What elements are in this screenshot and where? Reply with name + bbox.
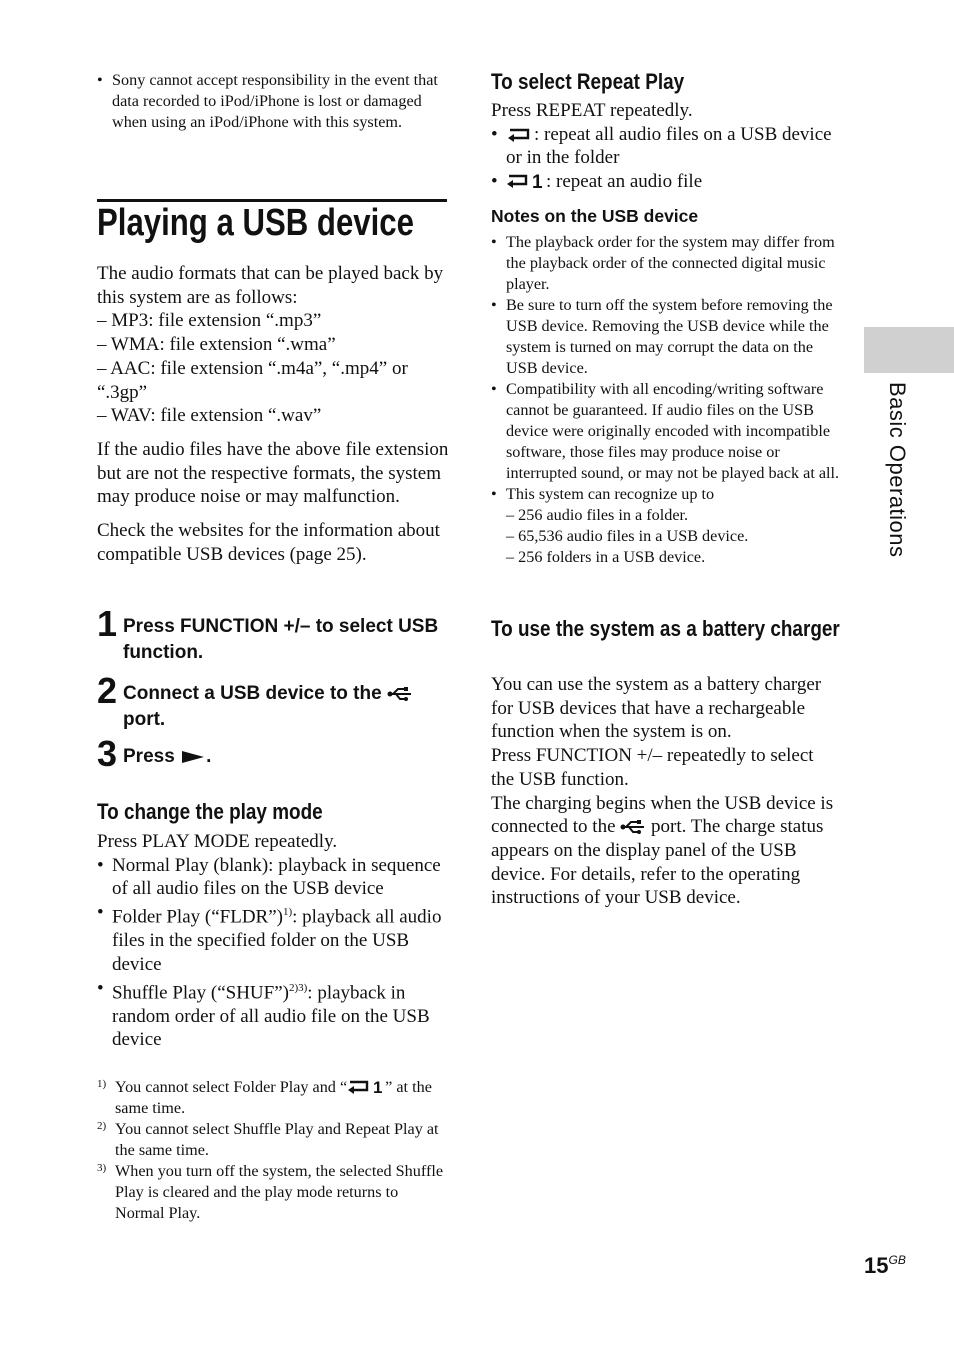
svg-text:1: 1: [532, 172, 543, 190]
play-mode-heading: To change the play mode: [97, 799, 323, 824]
intro-para3: Check the websites for the information about compatible USB devices (page 25).: [97, 520, 440, 565]
repeat-section: [491, 99, 841, 194]
limit-item: – 256 folders in a USB device.: [506, 548, 706, 566]
list-item: • The playback order for the system may differ from the playback order of the connected digital music player.: [491, 233, 835, 293]
step-1: [97, 603, 449, 666]
top-note-text: Sony cannot accept responsibility in the event that data recorded to iPod/iPhone is lost or damaged when using an iPod/iPhone with this system.: [112, 71, 438, 131]
list-item: • Compatibility with all encoding/writing software cannot be guaranteed. If audio files on the USB device were originally encoded with incompatible software, those files may produce noise or interrupted sound, or may not be played back at all.: [491, 380, 840, 482]
format-item: – AAC: file extension “.m4a”, “.mp4” or “.3gp”: [97, 357, 408, 403]
list-item: • Folder Play (“FLDR”)$^{1)}$: playback all audio files in the specified folder on the USB device: [97, 902, 442, 975]
notes-heading: Notes on the USB device: [491, 206, 699, 226]
footnote: 3) When you turn off the system, the selected Shuffle Play is cleared and the play mode returns to Normal Play.: [97, 1162, 444, 1222]
play-mode-lead: Press PLAY MODE repeatedly.: [97, 831, 338, 852]
charger-p2: Press FUNCTION +/– repeatedly to select the USB function.: [491, 745, 814, 790]
charger-section: [491, 673, 841, 910]
list-item: • Shuffle Play (“SHUF”)$^{2)3)}$: playback in random order of all audio file on the USB device: [97, 977, 430, 1051]
footnotes: [97, 1077, 449, 1224]
limit-item: – 65,536 audio files in a USB device.: [506, 527, 749, 545]
format-item: – WAV: file extension “.wav”: [97, 405, 322, 427]
repeat-all-icon: [506, 126, 534, 142]
intro: [97, 262, 449, 566]
steps: [97, 603, 449, 774]
svg-text:1: 1: [373, 1078, 383, 1094]
format-item: – WMA: file extension “.wma”: [97, 334, 336, 356]
step-text: Press FUNCTION +/– to select USB function.: [123, 616, 439, 663]
footnote: 2) You cannot select Shuffle Play and Repeat Play at the same time.: [97, 1120, 439, 1159]
limit-item: – 256 audio files in a folder.: [506, 506, 689, 524]
list-item: • 1 : repeat an audio file: [491, 171, 703, 193]
intro-para2: If the audio files have the above file extension but are not the respective formats, the system may produce noise or may malfunction.: [97, 438, 449, 508]
page-number: $15^{GB}$: [864, 1253, 906, 1278]
section-tab-label: Basic Operations: [885, 382, 910, 558]
step-text: Press .: [123, 746, 212, 767]
step-number: 1: [97, 603, 118, 644]
repeat-heading: To select Repeat Play: [491, 69, 685, 94]
intro-lead: The audio formats that can be played back by this system are as follows:: [97, 263, 444, 308]
notes-list: [491, 232, 841, 568]
usb-icon: [387, 687, 413, 701]
format-item: – MP3: file extension “.mp3”: [97, 310, 322, 332]
repeat-one-icon: [347, 1078, 385, 1094]
list-item: • : repeat all audio files on a USB device or in the folder: [491, 123, 832, 169]
charger-p3: The charging begins when the USB device is connected to the port. The charge status appears on the display panel of the USB device. For details, refer to the operating instructions of your USB device.: [491, 792, 834, 909]
step-number: 2: [97, 670, 118, 711]
section-tab-marker: [864, 327, 954, 373]
usb-icon: [620, 820, 646, 834]
step-text: Connect a USB device to the port.: [123, 673, 413, 733]
charger-heading: To use the system as a battery charger: [491, 616, 840, 641]
list-item: • Normal Play (blank): playback in sequence of all audio files on the USB device: [97, 854, 441, 900]
repeat-one-icon: [506, 171, 546, 189]
play-icon: [180, 750, 206, 764]
repeat-lead: Press REPEAT repeatedly.: [491, 100, 693, 121]
charger-p1: You can use the system as a battery charger for USB devices that have a rechargeable function when the system is on.: [491, 674, 822, 743]
list-item: • Be sure to turn off the system before removing the USB device. Removing the USB device while the system is turned on may corrupt the data on the USB device.: [491, 296, 833, 377]
step-number: 3: [97, 733, 118, 774]
play-mode: [97, 830, 449, 1052]
footnote: 1) You cannot select Folder Play and “ 1 ” at the same time.: [97, 1078, 432, 1117]
top-note: • Sony cannot accept responsibility in the event that data recorded to iPod/iPhone is lost or damaged when using an iPod/iPhone with this system.: [97, 70, 447, 133]
page-title: Playing a USB device: [97, 202, 414, 244]
step-3: [97, 733, 449, 774]
list-item: • This system can recognize up to: [491, 485, 715, 503]
step-2: [97, 670, 449, 733]
